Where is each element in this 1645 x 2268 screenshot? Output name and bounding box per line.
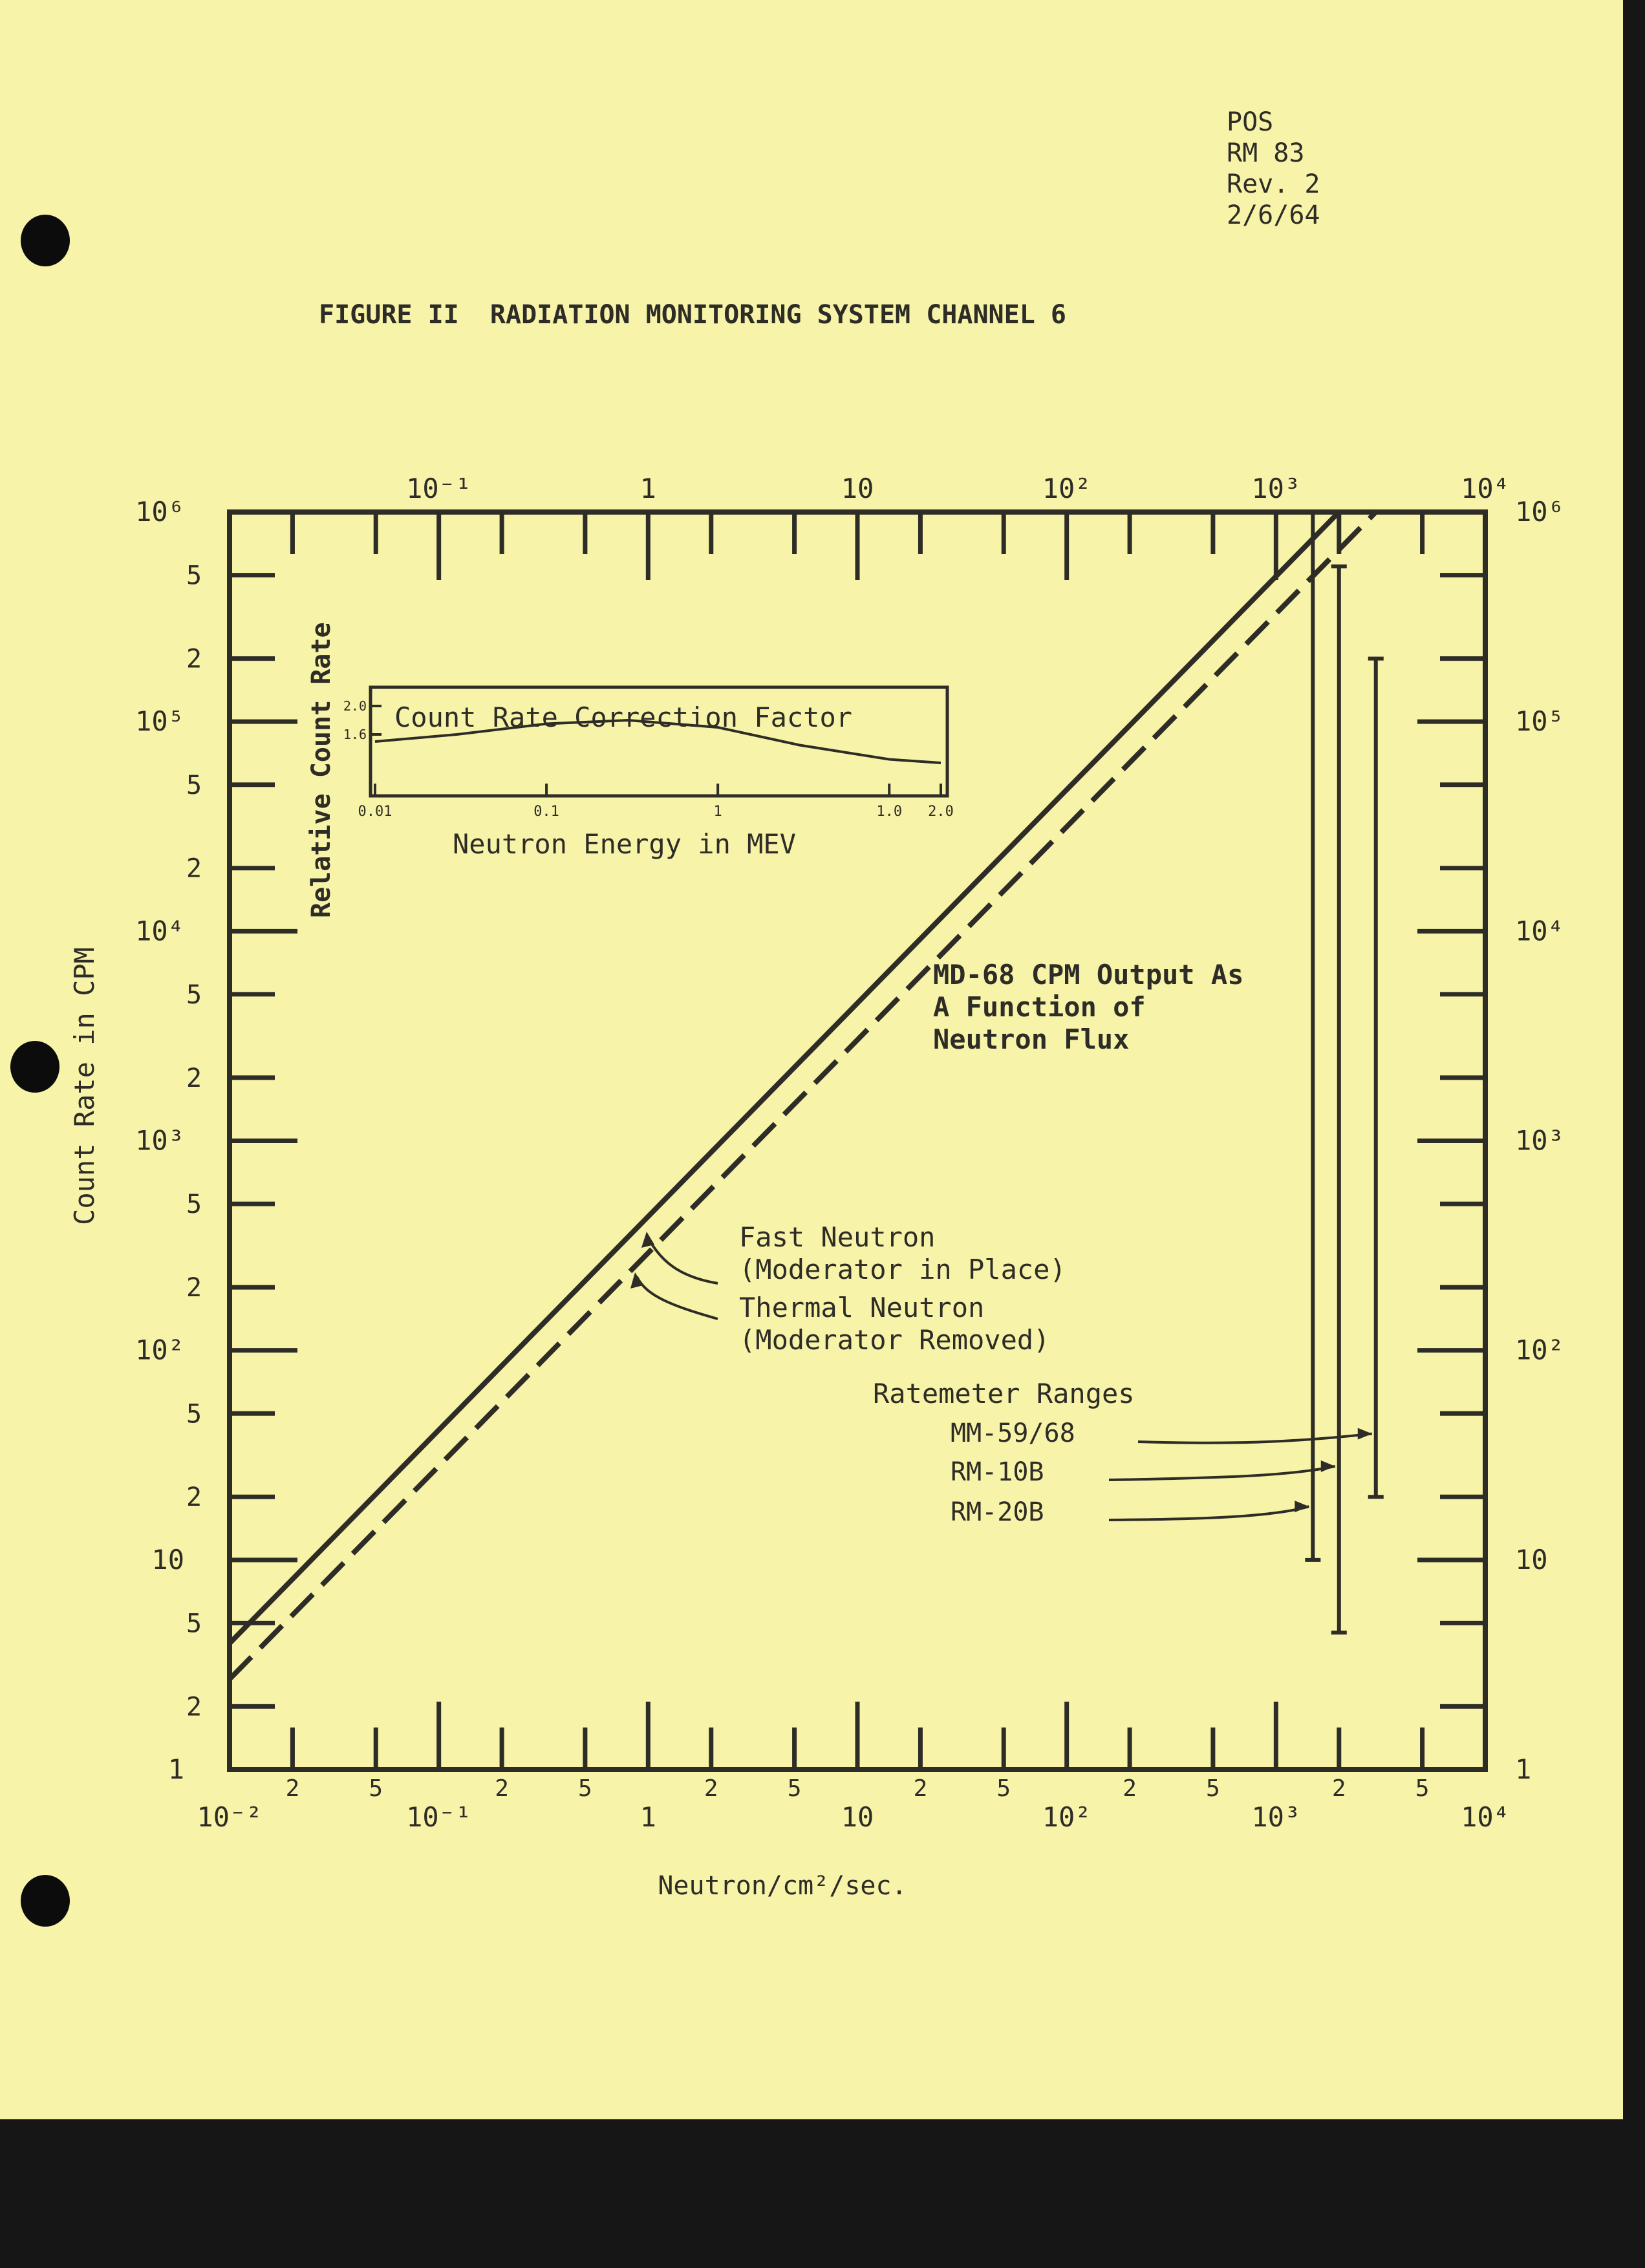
annotation-line: Fast Neutron (739, 1221, 936, 1253)
y-minor-label: 5 (186, 1609, 202, 1639)
annotation-line: (Moderator Removed) (739, 1324, 1050, 1356)
x-tick-label: 10² (1042, 1801, 1091, 1833)
inset-x-tick-label: 0.01 (358, 804, 392, 820)
annotation-line: Thermal Neutron (739, 1292, 985, 1323)
y-minor-label: 5 (186, 770, 202, 800)
inset-x-tick-label: 2.0 (928, 804, 954, 820)
y-tick-label-right: 10 (1515, 1543, 1548, 1576)
header-line: POS (1227, 107, 1274, 137)
y-minor-label: 2 (186, 644, 202, 674)
y-tick-label: 10³ (135, 1124, 184, 1157)
x-tick-label: 1 (640, 1801, 656, 1833)
x-tick-label: 10 (841, 1801, 874, 1833)
x-tick-label-top: 10⁻¹ (406, 473, 472, 504)
arrow-head (1358, 1428, 1372, 1440)
x-tick-label-top: 10³ (1251, 473, 1301, 504)
y-minor-label: 2 (186, 1063, 202, 1093)
header-line: 2/6/64 (1227, 200, 1320, 230)
y-minor-label: 5 (186, 1190, 202, 1220)
annotation-line: A Function of (933, 991, 1146, 1023)
x-minor-label: 5 (787, 1775, 802, 1802)
y-minor-label: 2 (186, 1692, 202, 1722)
x-tick-label-top: 10² (1042, 473, 1091, 504)
inset-chart (306, 622, 954, 918)
arrow-head (1295, 1501, 1309, 1512)
header-line: RM 83 (1227, 138, 1305, 168)
x-minor-label: 2 (1123, 1775, 1137, 1802)
ratemeter-ranges (1305, 512, 1383, 1632)
x-tick-label-top: 10⁴ (1461, 473, 1510, 504)
y-tick-label: 10⁴ (135, 915, 184, 947)
leader-line (637, 1277, 718, 1319)
y-tick-label-right: 10³ (1515, 1124, 1564, 1157)
x-minor-label: 2 (1331, 1775, 1346, 1802)
y-minor-label: 2 (186, 1273, 202, 1303)
x-tick-label: 10⁴ (1461, 1801, 1510, 1833)
y-minor-label: 2 (186, 853, 202, 884)
annotation-fast-neutron (739, 1221, 1066, 1285)
inset-x-axis-label: Neutron Energy in MEV (453, 828, 797, 860)
y-tick-label: 10² (135, 1334, 184, 1366)
x-minor-label: 5 (578, 1775, 592, 1802)
range-label-rm-20b: RM-20B (951, 1497, 1044, 1527)
arrow-head (1321, 1460, 1335, 1472)
y-minor-label: 5 (186, 561, 202, 591)
figure-title: FIGURE II RADIATION MONITORING SYSTEM CHANNEL 6 (319, 300, 1066, 330)
x-minor-label: 5 (1206, 1775, 1220, 1802)
axis-labels (135, 473, 1564, 1833)
x-tick-label-top: 10 (841, 473, 874, 504)
y-minor-label: 2 (186, 1482, 202, 1513)
y-minor-label: 5 (186, 979, 202, 1010)
y-tick-label: 10⁶ (135, 496, 184, 528)
y-tick-label-right: 1 (1515, 1753, 1532, 1785)
document-header (1227, 107, 1320, 230)
y-tick-label-right: 10² (1515, 1334, 1564, 1366)
y-tick-label-right: 10⁴ (1515, 915, 1564, 947)
inset-y-axis-label: Relative Count Rate (306, 622, 336, 918)
y-tick-label-right: 10⁶ (1515, 496, 1564, 528)
inset-x-tick-label: 1 (713, 804, 722, 820)
y-axis-label: Count Rate in CPM (69, 947, 100, 1225)
range-label-rm-10b: RM-10B (951, 1457, 1044, 1487)
y-tick-label: 10⁵ (135, 705, 184, 738)
inset-y-tick-label: 2.0 (343, 698, 367, 714)
inset-y-tick-label: 1.6 (343, 727, 367, 742)
ratemeter-ranges-title: Ratemeter Ranges (873, 1378, 1135, 1409)
x-tick-label: 10⁻¹ (406, 1801, 472, 1833)
fast-neutron-line (230, 512, 1339, 1643)
x-minor-label: 2 (913, 1775, 928, 1802)
leader-line (647, 1235, 718, 1283)
inset-x-tick-label: 1.0 (876, 804, 903, 820)
x-tick-label-top: 1 (640, 473, 656, 504)
annotation-thermal-neutron (739, 1292, 1049, 1356)
y-tick-label: 1 (167, 1753, 184, 1785)
leader-line (1138, 1434, 1372, 1443)
inset-title: Count Rate Correction Factor (394, 701, 853, 733)
x-minor-label: 5 (996, 1775, 1011, 1802)
annotation-line: (Moderator in Place) (739, 1254, 1066, 1285)
x-tick-label: 10⁻² (197, 1801, 263, 1833)
annotation-md68 (933, 959, 1243, 1055)
inset-x-tick-label: 0.1 (533, 804, 559, 820)
y-tick-label: 10 (151, 1543, 184, 1576)
y-tick-label-right: 10⁵ (1515, 705, 1564, 738)
annotation-line: MD-68 CPM Output As (933, 959, 1244, 990)
header-line: Rev. 2 (1227, 169, 1320, 199)
x-minor-label: 2 (495, 1775, 509, 1802)
x-minor-label: 5 (1415, 1775, 1430, 1802)
arrow-head (630, 1272, 643, 1289)
leader-line (1109, 1466, 1335, 1480)
annotation-line: Neutron Flux (933, 1023, 1130, 1055)
x-minor-label: 2 (285, 1775, 300, 1802)
y-minor-label: 5 (186, 1399, 202, 1429)
x-minor-label: 2 (704, 1775, 718, 1802)
x-minor-label: 5 (369, 1775, 383, 1802)
x-axis-label: Neutron/cm²/sec. (658, 1871, 907, 1901)
x-tick-label: 10³ (1251, 1801, 1301, 1833)
range-label-mm-59-68: MM-59/68 (951, 1418, 1075, 1448)
leader-line (1109, 1506, 1309, 1520)
